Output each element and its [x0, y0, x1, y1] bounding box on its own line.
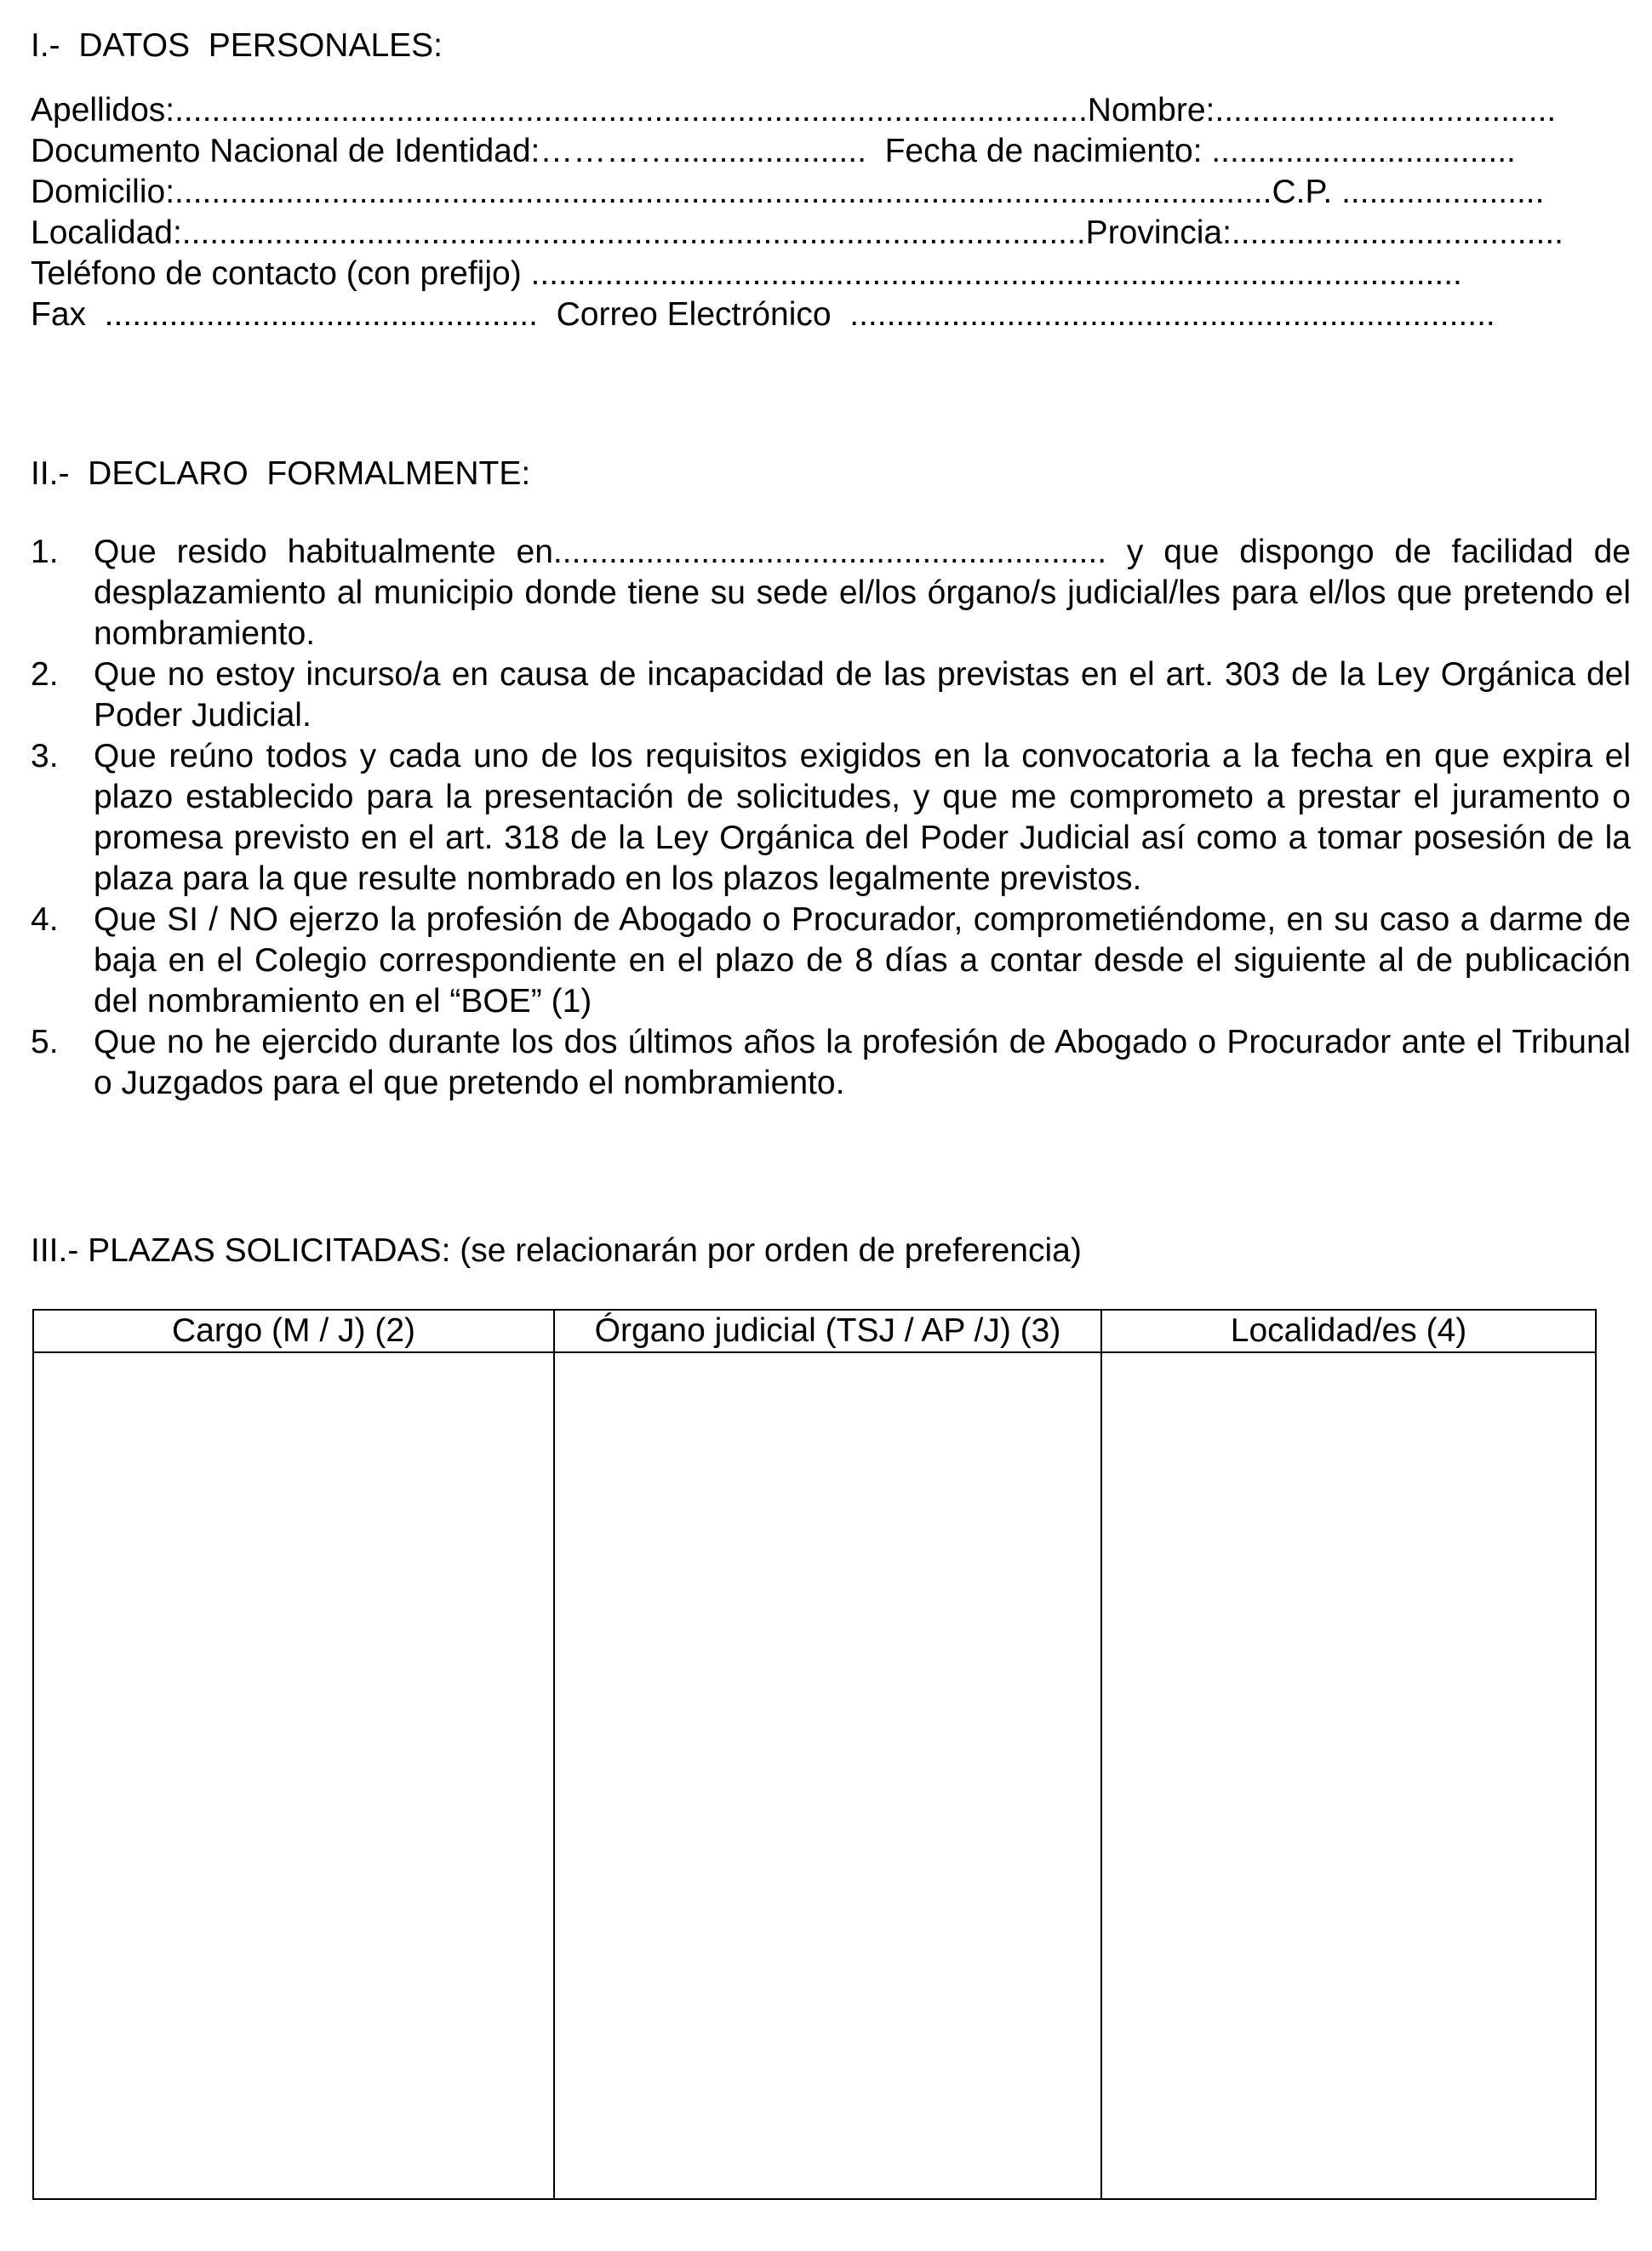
declaration-item [31, 532, 1631, 654]
declaration-item [31, 736, 1631, 900]
declaration-text: Que no estoy incurso/a en causa de incapacidad de las previstas en el art. 303 de la Ley Orgánica del Poder Judicial. [94, 656, 1631, 734]
section-declaration-title: II.- DECLARO FORMALMENTE: [31, 455, 531, 492]
field-dni-fecha-nacimiento[interactable] [31, 131, 1631, 172]
field-line-text: Localidad:..................................................................................................Provincia:.................................... [31, 214, 1563, 251]
section-personal-data-title: I.- DATOS PERSONALES: [31, 27, 443, 64]
field-line-text: Documento Nacional de Identidad:…………..................... Fecha de nacimiento: ................................. [31, 133, 1516, 169]
column-header-organo-judicial: Órgano judicial (TSJ / AP /J) (3) [555, 1311, 1102, 1353]
column-header-localidades: Localidad/es (4) [1102, 1311, 1595, 1353]
organo-judicial-entry-cell[interactable] [555, 1353, 1102, 2198]
field-line-text: Fax ............................................... Correo Electrónico ...................................................................... [31, 296, 1495, 333]
field-localidad-provincia[interactable] [31, 213, 1631, 254]
column-header-cargo: Cargo (M / J) (2) [34, 1311, 555, 1353]
cargo-entry-cell[interactable] [34, 1353, 555, 2198]
field-line-text: Domicilio:.......................................................................................................................C.P. ...................... [31, 174, 1545, 210]
section-requested-positions-title: III.- PLAZAS SOLICITADAS: (se relacionarán por orden de preferencia) [31, 1232, 1082, 1269]
field-line-text: Apellidos:...................................................................................................Nombre:..................................... [31, 92, 1557, 129]
declaration-item [31, 1022, 1631, 1104]
declaration-number: 4. [31, 901, 59, 938]
declaration-item [31, 900, 1631, 1022]
declaration-item [31, 654, 1631, 736]
requested-positions-table [32, 1309, 1597, 2200]
declaration-number: 3. [31, 738, 59, 774]
field-telefono[interactable] [31, 254, 1631, 294]
declaration-number: 2. [31, 656, 59, 693]
declaration-number: 1. [31, 534, 59, 570]
personal-data-fields [31, 90, 1631, 335]
declaration-text: Que resido habitualmente en............................................................ y que dispongo de facilidad de desplazamiento al municipio donde tiene su sede el/los órgano/s judicial/les para el/los que pretendo el nombramiento. [94, 534, 1631, 652]
declaration-text: Que no he ejercido durante los dos últimos años la profesión de Abogado o Procurador ante el Tribunal o Juzgados para el que pretendo el nombramiento. [94, 1024, 1631, 1101]
field-domicilio-cp[interactable] [31, 172, 1631, 213]
localidades-entry-cell[interactable] [1102, 1353, 1595, 2198]
declaration-list [31, 532, 1631, 1104]
field-fax-correo[interactable] [31, 294, 1631, 335]
declaration-number: 5. [31, 1024, 59, 1060]
declaration-text: Que reúno todos y cada uno de los requisitos exigidos en la convocatoria a la fecha en que expira el plazo establecido para la presentación de solicitudes, y que me comprometo a prestar el juramento o promesa previsto en el art. 318 de la Ley Orgánica del Poder Judicial así como a tomar posesión de la plaza para la que resulte nombrado en los plazos legalmente previstos. [94, 738, 1631, 897]
field-line-text: Teléfono de contacto (con prefijo) ..................................................................................................... [31, 255, 1462, 292]
declaration-text: Que SI / NO ejerzo la profesión de Abogado o Procurador, comprometiéndome, en su caso a darme de baja en el Colegio correspondiente en el plazo de 8 días a contar desde el siguiente al de publicación del nombramiento en el “BOE” (1) [94, 901, 1631, 1020]
field-apellidos-nombre[interactable] [31, 90, 1631, 131]
